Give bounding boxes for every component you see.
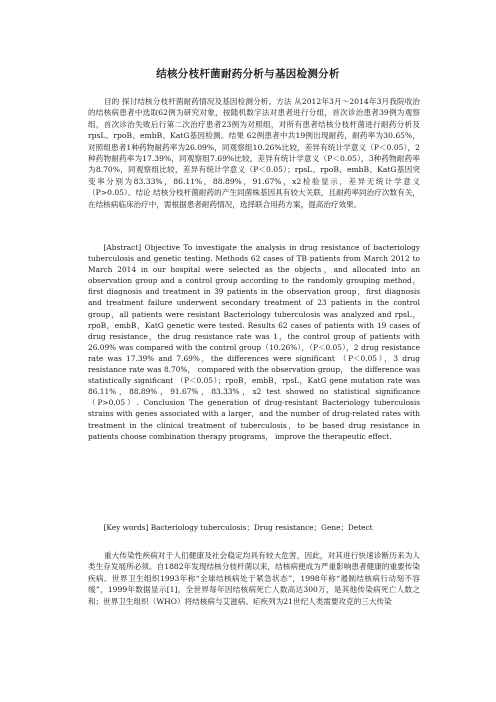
body-paragraph: 重大传染性疾病对于人们健康及社会稳定均具有较大危害，因此，对其进行快速诊断历来为人类生存发展所必须。自1882年发现结核分枝杆菌以来，结核病便成为严重影响患者健康的重要传染疾病。世界卫生组织1993年称“全球结核病处于紧急状态”，1998年称“遏制结核病行动刻不容缓”，1999年数据显示[1]，全世界每年因结核病死亡人数高达300万，是其他传染病死亡人数之和；世界卫生组织（WHO）将结核病与艾滋病、疟疾列为21世纪人类需要攻克的三大传染 xyxy=(88,551,420,606)
keywords: [Key words] Bacteriology tuberculosis；Drug resistance；Gene；Detect xyxy=(103,523,373,532)
abstract-english: [Abstract] Objective To investigate the analysis in drug resistance of bacteriology tuberculosis and genetic testing. Methods 62 cases of TB patients from March 2012 to March 2014 in our hospital were selected as the objects，and allocated into an observation group and a control group according to the randomly grouping method，first diagnosis and treatment in 39 patients in the observation group，first diagnosis and treatment failure underwent secondary treatment of 23 patients in the control group，all patients were resistant Bacteriology tuberculosis was analyzed and rpsL，rpoB，embB，KatG genetic were tested. Results 62 cases of patients with 19 cases of drug resistance，the drug resistance rate was 1，the control group of patients with 26.09% was compared with the control group（10.26%），（P＜0.05），2 drug resistance rate was 17.39% and 7.69%，the differences were significant （P＜0.05），3 drug resistance rate was 8.70%， compared with the observation group， the difference was statistically significant （P＜0.05）；rpoB，embB，rpsL，KatG gene mutation rate was 86.11%，88.89%，91.67%，83.33%，x2 test showed no statistical significance （P>0.05）. Conclusion The generation of drug-resistant Bacteriology tuberculosis strains with genes associated with a larger，and the number of drug-related rates with treatment in the clinical treatment of tuberculosis，to be based drug resistance in patients choose combination therapy programs， improve the therapeutic effect. xyxy=(88,243,420,441)
abstract-chinese: 目的 探讨结核分枝杆菌耐药情况及基因检测分析。方法 从2012年3月～2014年3月我院收治的结核病患者中选取62例为研究对象，按随机数字法对患者进行分组，首次诊治患者39例为观察组，首次诊治失败后行第二次治疗患者23例为对照组，对所有患者结核分枝杆菌进行耐药分析及rpsL、rpoB、embB、KatG基因检测。结果 62例患者中共19例出现耐药，耐药率为30.65%，对照组患者1种药物耐药率为26.09%，同观察组10.26%比较，差异有统计学意义（P＜0.05），2种药物耐药率为17.39%，同观察组7.69%比较，差异有统计学意义（P＜0.05），3种药物耐药率为8.70%，同观察组比较，差异有统计学意义（P＜0.05）；rpsL、rpoB、embB、KatG基因突变率分别为83.33%，86.11%，88.89%，91.67%，x2检验显示，差异无统计学意义（P>0.05）。结论 结核分枝杆菌耐药的产生同菌株基因具有较大关联，且耐药率同治疗次数有关，在结核病临床治疗中，需根据患者耐药情况，选择联合用药方案，提高治疗效果。 xyxy=(88,97,420,209)
paper-title: 结核分枝杆菌耐药分析与基因检测分析 xyxy=(156,68,340,80)
